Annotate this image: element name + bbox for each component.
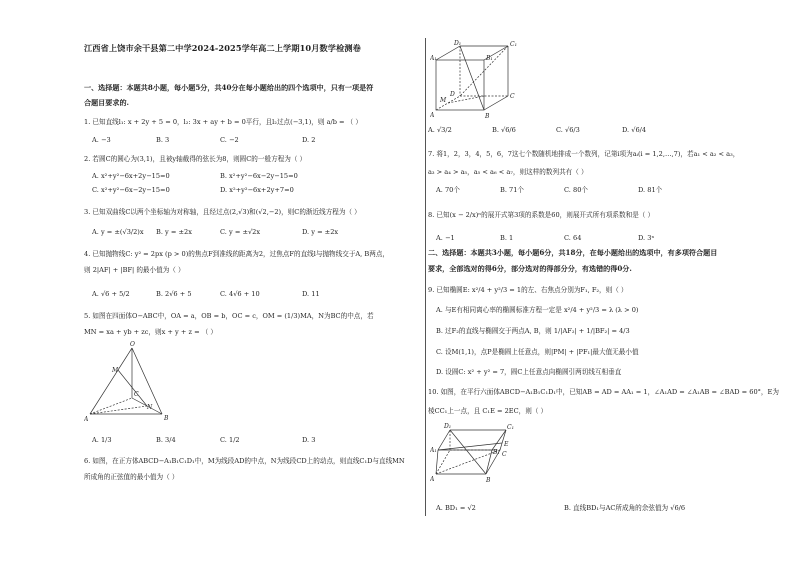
- q3-option-c: C. y = ±√2x: [220, 228, 261, 236]
- label-B1: B₁: [486, 55, 493, 62]
- label-B: B: [164, 415, 169, 422]
- q5-stem-line2: MN = xa + yb + zc，则x + y + z = （ ）: [84, 328, 217, 336]
- label-C: C: [134, 391, 139, 398]
- q8-stem: 8. 已知(x − 2/x)ⁿ的展开式第3项的系数是60，则展开式所有项系数和是（ ）: [428, 211, 655, 219]
- label-M: M: [440, 97, 447, 104]
- section1-heading-line1: 一、选择题：本题共8小题，每小题5分，共40分在每小题给出的四个选项中，只有一项是符: [84, 83, 374, 92]
- edge-BC: [484, 96, 508, 110]
- q3-option-d: D. y = ±2x: [302, 228, 339, 236]
- edge-OA: [90, 348, 132, 414]
- label-O: O: [130, 341, 135, 348]
- section2-heading-line1: 二、选择题：本题共3小题，每小题6分，共18分，在每小题给出的选项中，有多项符合题目: [428, 248, 718, 257]
- q6-option-c: C. √6/3: [556, 126, 580, 134]
- q4-stem-line1: 4. 已知抛物线C: y² = 2px (p > 0)的焦点F到准线的距离为2，过焦点F的直线l与抛物线交于A, B两点，: [84, 250, 390, 258]
- q6-option-a: A. √3/2: [428, 126, 452, 134]
- diag-AC: [436, 450, 500, 474]
- q9-option-c: C. 设M(1,1)，点P是椭圆上任意点，则|PM| + |PF₁|最大值无最小值: [436, 348, 639, 356]
- q6-option-d: D. √6/4: [622, 126, 647, 134]
- q7-option-c: C. 80个: [564, 186, 588, 194]
- section1-heading-line2: 合题目要求的.: [84, 98, 130, 107]
- q10-option-b: B. 直线BD₁与AC所成角的余弦值为 √6/6: [564, 504, 686, 512]
- q10-stem-line1: 10. 如图，在平行六面体ABCD−A₁B₁C₁D₁中，已知AB = AD = AA₁ = 1，∠A₁AD = ∠A₁AB = ∠BAD = 60°，E为: [428, 388, 779, 396]
- q1-option-a: A. −3: [92, 136, 111, 144]
- exam-title: 江西省上饶市余干县第二中学2024-2025学年高二上学期10月数学检测卷: [84, 43, 361, 53]
- q5-option-d: D. 3: [302, 436, 316, 444]
- q9-option-d: D. 设圆C: x² + y² = 7，圆C上任意点向椭圆引两切线互相垂直: [436, 368, 622, 376]
- cube-figure: [430, 38, 530, 120]
- q3-stem: 3. 已知双曲线C以两个坐标轴为对称轴，且经过点(2,√3)和(√2,−2)，则C的渐近线方程为（ ）: [84, 208, 361, 216]
- q10-stem-line2: 棱CC₁上一点，且 C₁E = 2EC，则（ ）: [428, 407, 548, 415]
- q1-stem: 1. 已知直线l₁: x + 2y + 5 = 0，l₂: 3x + ay + b = 0平行，且l₂过点(−3,1)，则 a/b = （ ）: [84, 118, 362, 126]
- label-C: C: [510, 93, 515, 100]
- label-A: A: [430, 476, 435, 483]
- q8-option-b: B. 1: [500, 234, 514, 242]
- q4-option-d: D. 11: [302, 290, 320, 298]
- q4-stem-line2: 则 2|AF| + |BF| 的最小值为（ ）: [84, 266, 185, 274]
- edge-AD: [436, 450, 450, 474]
- segment-MN: [118, 370, 147, 406]
- q9-option-a: A. 与E有相同离心率的椭圆标准方程一定是 x²/4 + y²/3 = λ (λ > 0): [436, 306, 639, 314]
- q2-option-a: A. x²+y²−6x+2y−15=0: [92, 172, 170, 180]
- section2-heading-line2: 要求，全部选对的得6分，部分选对的得部分分，有选错的得0分.: [428, 264, 632, 273]
- column-divider: [425, 38, 426, 516]
- label-D: D: [450, 91, 455, 98]
- edge-BB1: [486, 450, 492, 474]
- q2-option-b: B. x²+y²−6x−2y−15=0: [220, 172, 298, 180]
- q6-stem-line2: 所成角的正弦值的最小值为（ ）: [84, 473, 179, 481]
- label-E: E: [504, 441, 509, 448]
- q7-option-a: A. 70个: [436, 186, 460, 194]
- q7-option-b: B. 71个: [500, 186, 525, 194]
- q3-option-a: A. y = ±(√3/2)x: [92, 228, 144, 236]
- edge-A1D1: [436, 46, 460, 60]
- q5-stem-line1: 5. 如图在四面体O−ABC中，OA = a，OB = b，OC = c，OM = (1/3)MA，N为BC的中点，若: [84, 312, 374, 320]
- left-column: [84, 0, 424, 562]
- q5-option-c: C. 1/2: [220, 436, 240, 444]
- label-D1: D₁: [444, 423, 452, 430]
- edge-AC: [90, 398, 132, 414]
- parallelepiped-figure: [430, 420, 530, 496]
- label-C1: C₁: [510, 41, 517, 48]
- q6-option-b: B. √6/6: [492, 126, 516, 134]
- q1-option-c: C. −2: [220, 136, 239, 144]
- q2-option-c: C. x²+y²−6x−2y−15=0: [92, 186, 170, 194]
- label-B1: B₁: [493, 449, 500, 456]
- q9-option-b: B. 过F₂的直线与椭圆交于两点A, B，则 1/|AF₂| + 1/|BF₂| = 4/3: [436, 327, 630, 335]
- label-A: A: [430, 112, 435, 119]
- q5-option-b: B. 3/4: [156, 436, 176, 444]
- q4-option-b: B. 2√6 + 5: [156, 290, 192, 298]
- q8-option-a: A. −1: [436, 234, 455, 242]
- diag-D1B: [460, 46, 484, 110]
- segment-AN: [90, 406, 147, 414]
- q5-option-a: A. 1/3: [92, 436, 112, 444]
- q9-stem: 9. 已知椭圆E: x²/4 + y²/3 = 1的左、右焦点分别为F₁, F₂，则（ ）: [428, 286, 628, 294]
- q1-option-b: B. 3: [156, 136, 170, 144]
- diag-BD1: [450, 430, 486, 474]
- q7-option-d: D. 81个: [638, 186, 663, 194]
- q2-option-d: D. x²+y²−6x+2y+7=0: [220, 186, 294, 194]
- q7-stem-line1: 7. 将1，2，3，4，5，6，7这七个数随机地排成一个数列，记第i项为aᵢ(i = 1,2,…,7)，若a₁ < a₂ < a₃，: [428, 150, 740, 158]
- q8-option-c: C. 64: [564, 234, 582, 242]
- label-N: N: [147, 404, 153, 411]
- q10-option-a: A. BD₁ = √2: [436, 504, 476, 512]
- q6-stem-line1: 6. 如图，在正方体ABCD−A₁B₁C₁D₁中，M为线段AD的中点，N为线段CD上的动点，则直线C₁D与直线MN: [84, 457, 405, 465]
- q2-stem: 2. 若圆C的圆心为(3,1)，且被y轴截得的弦长为8，则圆C的一般方程为（ ）: [84, 155, 307, 163]
- q4-option-c: C. 4√6 + 10: [220, 290, 260, 298]
- q1-option-d: D. 2: [302, 136, 316, 144]
- q7-stem-line2: a₃ > a₄ > a₅，a₅ < a₆ < a₇，则这样的数列共有（ ）: [428, 168, 588, 176]
- label-A1: A₁: [430, 447, 437, 454]
- label-A1: A₁: [430, 55, 437, 62]
- q4-option-a: A. √6 + 5/2: [92, 290, 130, 298]
- q3-option-b: B. y = ±2x: [156, 228, 192, 236]
- label-A: A: [84, 416, 89, 423]
- label-D1: D₁: [454, 40, 462, 47]
- label-C: C: [502, 451, 507, 458]
- label-B: B: [485, 113, 490, 120]
- q8-option-d: D. 3ⁿ: [638, 234, 655, 242]
- label-C1: C₁: [507, 424, 514, 431]
- edge-A1D1: [438, 430, 450, 450]
- label-M: M: [112, 367, 119, 374]
- label-B: B: [486, 477, 491, 484]
- right-column: [428, 0, 779, 562]
- tetrahedron-figure: [84, 340, 184, 425]
